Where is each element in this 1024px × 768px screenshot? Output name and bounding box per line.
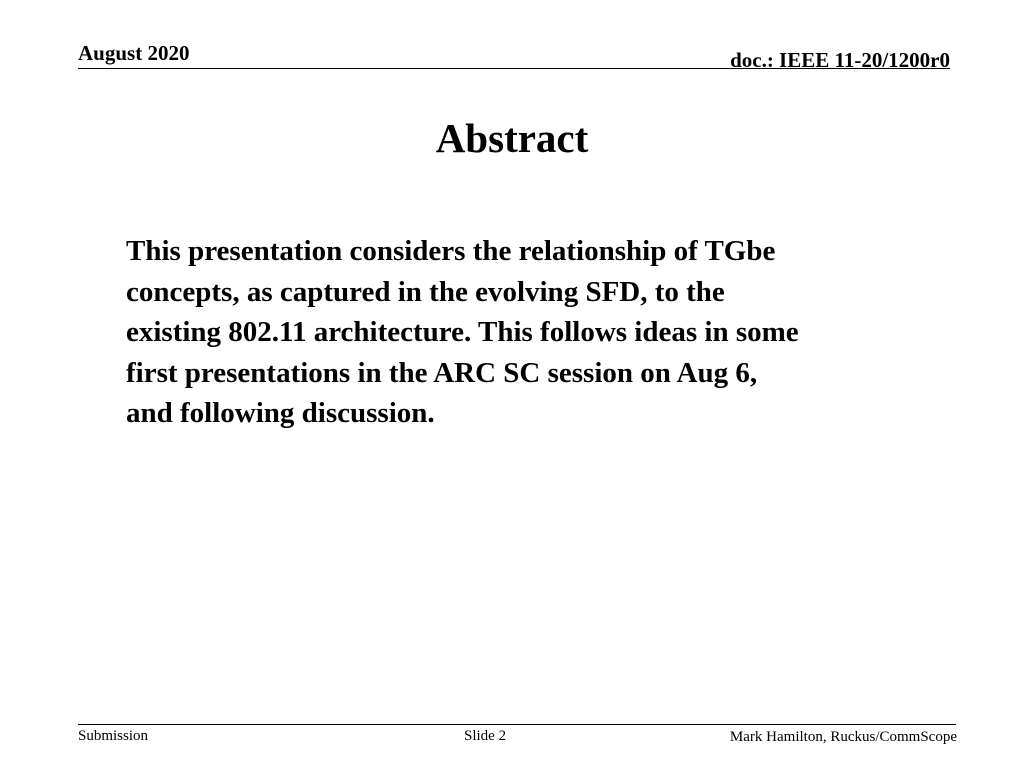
header-date: August 2020 <box>78 41 190 65</box>
abstract-body <box>126 231 946 434</box>
header-divider <box>78 68 950 69</box>
abstract-line: and following discussion. <box>126 397 435 429</box>
header-doc-id: doc.: IEEE 11-20/1200r0 <box>730 48 950 72</box>
slide-title: Abstract <box>435 115 589 161</box>
abstract-line: existing 802.11 architecture. This follows ideas in some <box>126 316 799 348</box>
abstract-line: first presentations in the ARC SC session on Aug 6, <box>126 356 758 389</box>
abstract-line: This presentation considers the relationship of TGbe <box>126 235 776 267</box>
footer-slide-number: Slide 2 <box>464 728 507 744</box>
abstract-line: concepts, as captured in the evolving SFD, to the <box>126 275 725 308</box>
footer-author: Mark Hamilton, Ruckus/CommScope <box>729 729 957 745</box>
footer-submission: Submission <box>78 728 149 744</box>
footer-divider <box>78 724 956 725</box>
